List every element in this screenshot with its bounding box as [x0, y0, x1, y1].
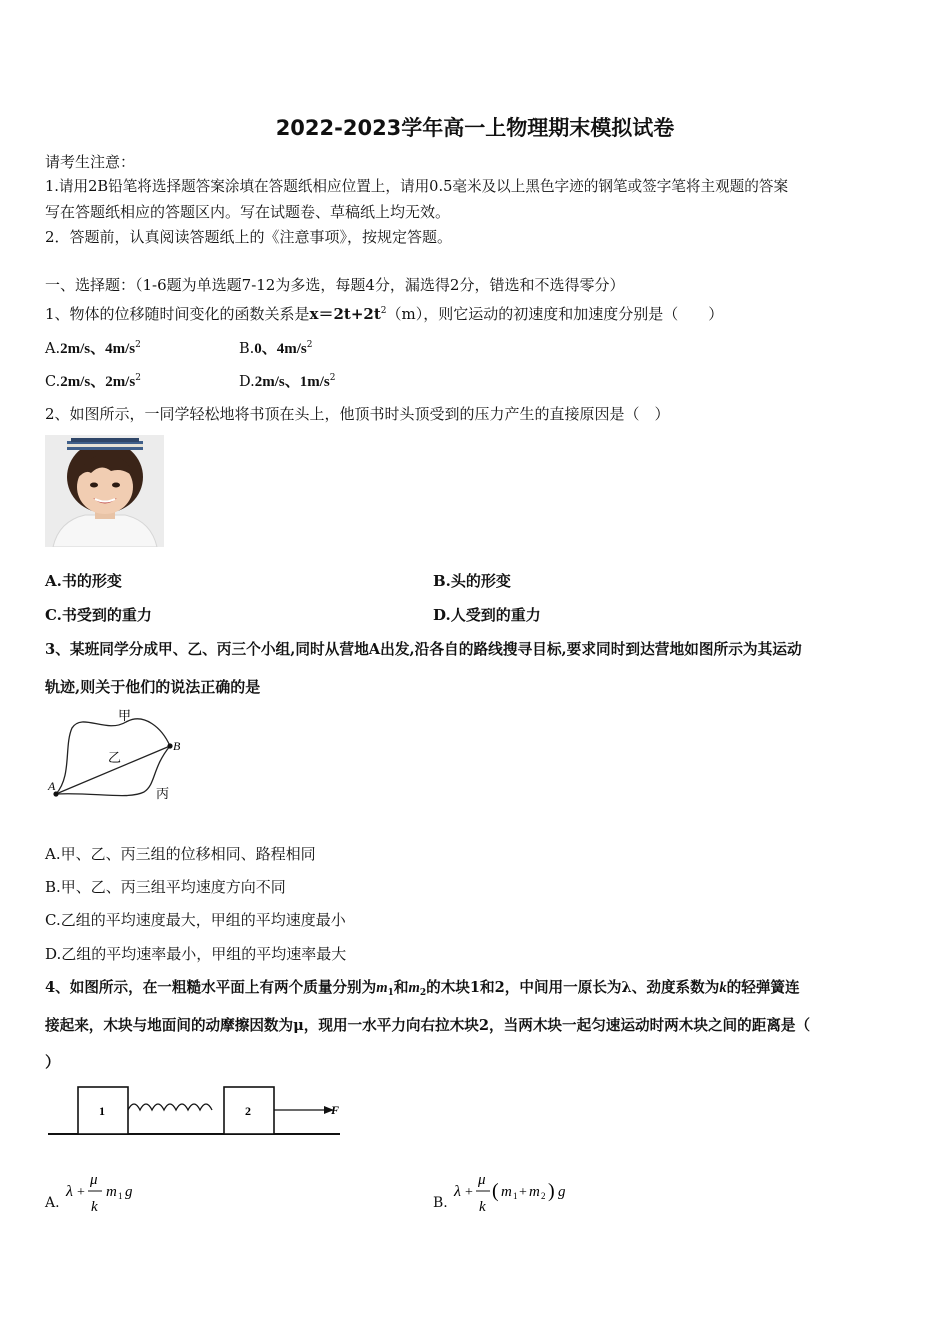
q1-formula: x＝2t+2t: [309, 305, 381, 323]
svg-text:g: g: [125, 1184, 133, 1200]
notice-line-1b: 写在答题纸相应的答题区内。写在试题卷、草稿纸上均无效。: [45, 203, 451, 221]
svg-text:1: 1: [118, 1191, 123, 1201]
question-4-line-2: 接起来，木块与地面间的动摩擦因数为μ，现用一水平力向右拉木块2，当两木块一起匀速运动时两木块之间的距离是（: [45, 1017, 811, 1034]
notice-heading: 请考生注意：: [45, 153, 136, 171]
svg-text:): ): [548, 1180, 555, 1202]
svg-text:k: k: [479, 1199, 486, 1215]
q4-option-a-label[interactable]: A.: [45, 1195, 60, 1211]
q2-option-b[interactable]: B.头的形变: [433, 572, 511, 590]
blocks-spring-diagram: [46, 1082, 346, 1142]
label-yi: 乙: [108, 750, 122, 765]
svg-text:+: +: [519, 1185, 527, 1200]
notice-line-1a: 1.请用2B铅笔将选择题答案涂填在答题纸相应位置上，请用0.5毫米及以上黑色字迹的钢笔或签字笔将主观题的答案: [45, 178, 789, 195]
q3-option-c[interactable]: C.乙组的平均速度最大，甲组的平均速度最小: [45, 911, 346, 929]
q4-option-b-label[interactable]: B.: [433, 1195, 448, 1211]
svg-text:μ: μ: [478, 1172, 486, 1188]
q3-option-b[interactable]: B.甲、乙、丙三组平均速度方向不同: [45, 878, 286, 896]
notice-line-2: 2．答题前，认真阅读答题纸上的《注意事项》，按规定答题。: [45, 228, 453, 246]
q4-option-b-formula[interactable]: [452, 1168, 592, 1216]
label-a: A: [48, 779, 56, 793]
option-label: C.: [45, 374, 61, 390]
option-value: 2m/s、2m/s: [60, 374, 136, 390]
section-heading: 一、选择题：（1-6题为单选题7-12为多选，每题4分，漏选得2分，错选和不选得零分）: [45, 276, 625, 294]
svg-text:1: 1: [513, 1191, 518, 1201]
q4-line1-c: 的木块1和2，中间用一原长为λ、劲度系数为: [426, 979, 720, 996]
q3-option-a[interactable]: A.甲、乙、丙三组的位移相同、路程相同: [45, 845, 316, 863]
option-label: D.: [239, 374, 255, 390]
question-4-line-1: 4、如图所示，在一粗糙水平面上有两个质量分别为$m_1$和$m_2$的木块1和2，中间用一原长为λ、劲度系数为k的轻弹簧连: [45, 979, 800, 998]
q4-m2: m: [408, 980, 420, 996]
q4-line1-b: 和: [393, 979, 409, 996]
q4-m1: m: [376, 980, 388, 996]
option-value: 2m/s、1m/s: [254, 374, 330, 390]
q1-option-a[interactable]: A.2m/s、$4m/s^2$: [45, 340, 141, 357]
spring: [128, 1104, 212, 1110]
svg-text:(: (: [492, 1180, 499, 1202]
option-value: 2m/s、4m/s: [60, 341, 136, 357]
svg-text:λ: λ: [66, 1183, 73, 1200]
page-title: 2022-2023学年高一上物理期末模拟试卷: [275, 116, 675, 140]
option-value: 0、4m/s: [254, 341, 307, 357]
question-3-stem-a: 3、某班同学分成甲、乙、丙三个小组,同时从营地A出发,沿各自的路线搜寻目标,要求同时到达营地如图所示为其运动: [45, 641, 802, 658]
q4-line1-a: 4、如图所示，在一粗糙水平面上有两个质量分别为: [45, 979, 377, 996]
q4-k: k: [719, 980, 727, 996]
point-b: [167, 743, 172, 748]
label-b: B: [173, 739, 181, 753]
q1-stem-a: 1、物体的位移随时间变化的函数关系是: [45, 305, 310, 323]
svg-text:m: m: [529, 1184, 540, 1200]
q2-option-d[interactable]: D.人受到的重力: [433, 606, 541, 624]
svg-text:+: +: [465, 1185, 473, 1200]
question-3-stem-b: 轨迹,则关于他们的说法正确的是: [45, 678, 261, 696]
q2-option-c[interactable]: C.书受到的重力: [45, 606, 152, 624]
svg-text:k: k: [91, 1199, 98, 1215]
q2-option-a[interactable]: A.书的形变: [45, 572, 122, 590]
question-4-line-3: ）: [45, 1053, 61, 1071]
option-label: A.: [45, 341, 61, 357]
q3-option-d[interactable]: D.乙组的平均速率最小，甲组的平均速率最大: [45, 945, 347, 963]
label-jia: 甲: [118, 708, 132, 723]
block-1-label: 1: [99, 1104, 105, 1118]
label-bing: 丙: [156, 786, 170, 801]
trajectory-diagram: [44, 706, 194, 806]
q4-line1-d: 的轻弹簧连: [726, 979, 800, 996]
question-2-stem: 2、如图所示，一同学轻松地将书顶在头上，他顶书时头顶受到的压力产生的直接原因是（ ）: [45, 405, 670, 423]
svg-text:g: g: [558, 1184, 566, 1200]
question-1-stem: 1、物体的位移随时间变化的函数关系是$x=2t+2t^2(m)$，则它运动的初速度和加速度分别是（ ）: [45, 305, 724, 323]
child-with-book-photo: [45, 435, 164, 547]
q4-option-a-formula[interactable]: [64, 1168, 154, 1216]
block-2-label: 2: [245, 1104, 251, 1118]
q1-stem-b: （m），则它运动的初速度和加速度分别是（ ）: [386, 305, 724, 323]
option-label: B.: [239, 341, 255, 357]
q1-option-d[interactable]: D.2m/s、$1m/s^2$: [239, 373, 336, 390]
svg-text:+: +: [77, 1185, 85, 1200]
q1-option-b[interactable]: B.0、$4m/s^2$: [239, 340, 313, 357]
force-label: F: [331, 1103, 340, 1117]
svg-text:λ: λ: [454, 1183, 461, 1200]
svg-text:2: 2: [541, 1191, 546, 1201]
svg-text:m: m: [501, 1184, 512, 1200]
q1-option-c[interactable]: C.2m/s、$2m/s^2$: [45, 373, 141, 390]
svg-text:μ: μ: [90, 1172, 98, 1188]
svg-text:m: m: [106, 1184, 117, 1200]
